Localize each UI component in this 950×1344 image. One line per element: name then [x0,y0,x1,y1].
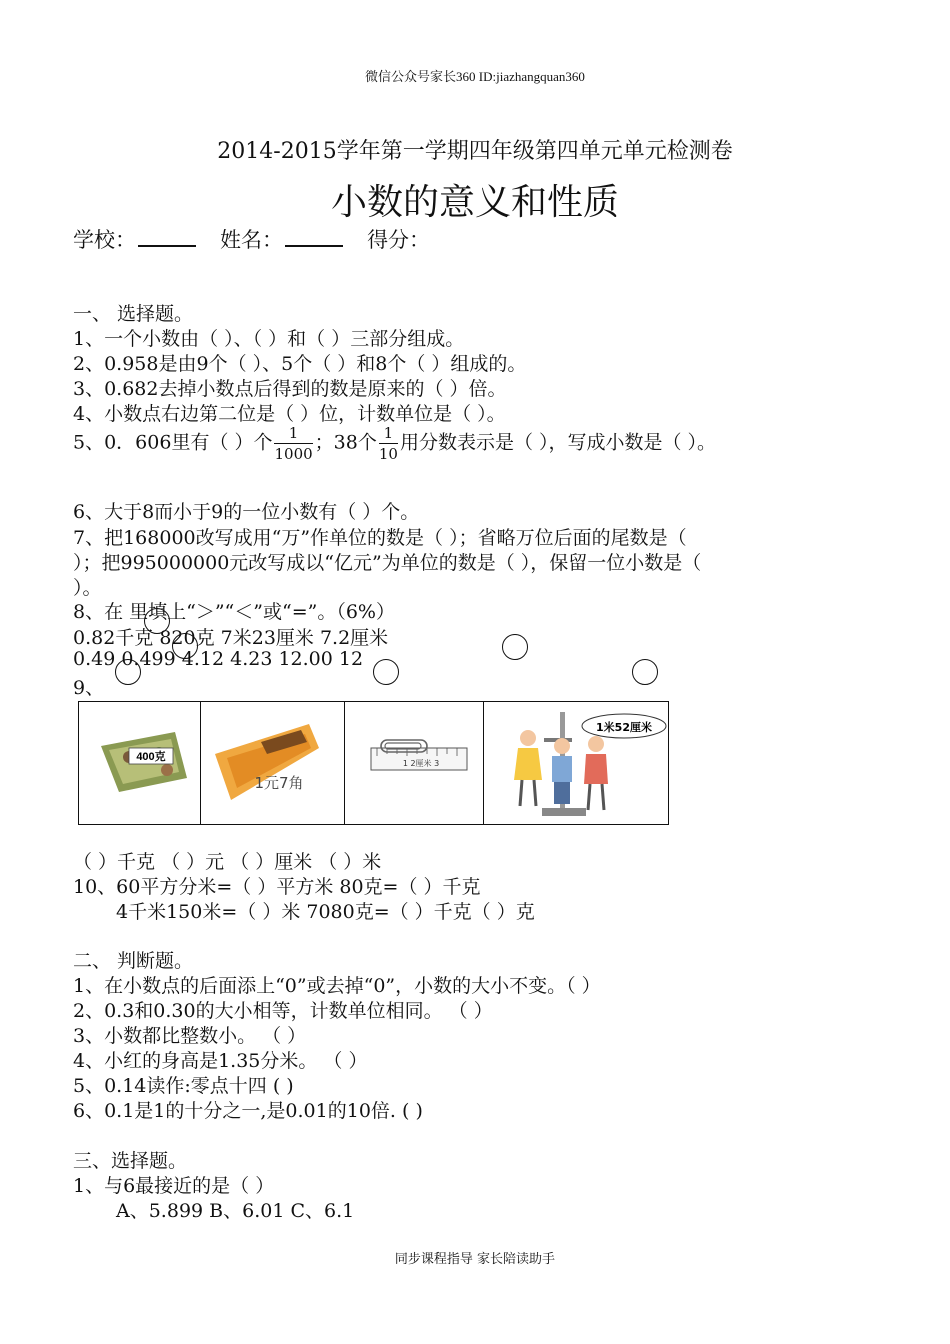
score-label: 得分： [367,228,431,252]
bread-icon [201,702,344,824]
compare-circle[interactable] [502,634,528,660]
height-measure-cell [484,702,668,824]
student-info [73,224,430,254]
section1-heading: 一、 选择题。 [73,303,194,325]
question-1-2: 2、0.958是由9个（ ）、5个（ ）和8个（ ）组成的。 [73,353,527,375]
question-1-10-line2: 4千米150米=（ ）米 7080克=（ ）千克（ ）克 [116,901,535,923]
school-blank[interactable] [138,227,196,247]
q5-part-a: 5、0．606里有（ ）个 [73,431,273,454]
paperclip-ruler-cell [345,702,485,824]
exam-subtitle: 2014-2015学年第一学期四年级第四单元单元检测卷 [217,139,733,164]
question-1-8-row2: 0.49 0.499 4.12 4.23 12.00 12 [73,648,364,670]
ruler-label: 1 2厘米 3 [402,759,439,768]
name-blank[interactable] [285,227,343,247]
section2-heading: 二、 判断题。 [73,950,194,972]
page-header: 微信公众号家长360 ID:jiazhangquan360 [365,69,585,84]
picture-table [78,701,669,825]
exam-title: 小数的意义和性质 [330,182,619,223]
compare-circle[interactable] [373,659,399,685]
question-1-9: 9、 [73,677,105,699]
question-1-8-row1: 0.82千克 820克 7米23厘米 7.2厘米 [73,627,389,649]
question-1-3: 3、0.682去掉小数点后得到的数是原来的（ ）倍。 [73,378,507,400]
question-3-1-options: A、5.899 B、6.01 C、6.1 [116,1200,355,1222]
compare-circle[interactable] [632,659,658,685]
judge-item-1: 1、在小数点的后面添上“0”或去掉“0”，小数的大小不变。（ ） [73,975,601,997]
judge-item-4: 4、小红的身高是1.35分米。 （ ） [73,1050,368,1072]
judge-item-3: 3、小数都比整数小。 （ ） [73,1025,307,1047]
paperclip-ruler-icon [345,702,484,824]
bread-price-label: 1元7角 [254,774,304,792]
question-1-10-line1: 10、60平方分米=（ ）平方米 80克=（ ）千克 [73,876,481,898]
judge-item-6: 6、0.1是1的十分之一,是0.01的10倍. ( ) [73,1100,423,1122]
fraction-1-1000: $\frac{1}{1000}$ [274,424,313,463]
children-measuring-height-icon [484,702,668,824]
question-1-5 [73,425,716,462]
rice-bag-cell [79,702,201,824]
question-1-9-answers: （ ）千克 （ ）元 （ ）厘米 （ ）米 [73,851,382,873]
question-1-6: 6、大于8而小于9的一位小数有（ ）个。 [73,501,420,523]
name-label: 姓名： [220,228,284,252]
rice-weight-label: 400克 [136,751,166,763]
question-1-7-line3: ）。 [73,577,102,599]
page-footer: 同步课程指导 家长陪读助手 [394,1252,556,1267]
question-3-1: 1、与6最接近的是（ ） [73,1175,275,1197]
q5-part-b: ；38个 [314,431,377,454]
judge-item-2: 2、0.3和0.30的大小相等，计数单位相同。 （ ） [73,1000,493,1022]
question-1-1: 1、一个小数由（ ）、（ ）和（ ）三部分组成。 [73,328,465,350]
fraction-1-10: $\frac{1}{10}$ [378,424,398,463]
section3-heading: 三、选择题。 [73,1150,188,1172]
question-1-4: 4、小数点右边第二位是（ ）位，计数单位是（ ）。 [73,403,506,425]
height-label: 1米52厘米 [596,721,653,734]
question-1-7-line2: ）；把995000000元改写成以“亿元”为单位的数是（ ），保留一位小数是（ [73,552,702,574]
school-label: 学校： [73,228,136,252]
bread-cell [201,702,345,824]
compare-circle[interactable] [144,608,170,634]
q5-part-c: 用分数表示是（ ），写成小数是（ ）。 [399,431,717,454]
compare-circle[interactable] [115,659,141,685]
rice-bag-icon [79,702,200,824]
question-1-8: 8、在 里填上“＞”“＜”或“=”。（6%） [73,601,395,623]
compare-circle[interactable] [172,633,198,659]
judge-item-5: 5、0.14读作:零点十四 ( ) [73,1075,294,1097]
question-1-7-line1: 7、把168000改写成用“万”作单位的数是（ ）；省略万位后面的尾数是（ [73,527,687,549]
